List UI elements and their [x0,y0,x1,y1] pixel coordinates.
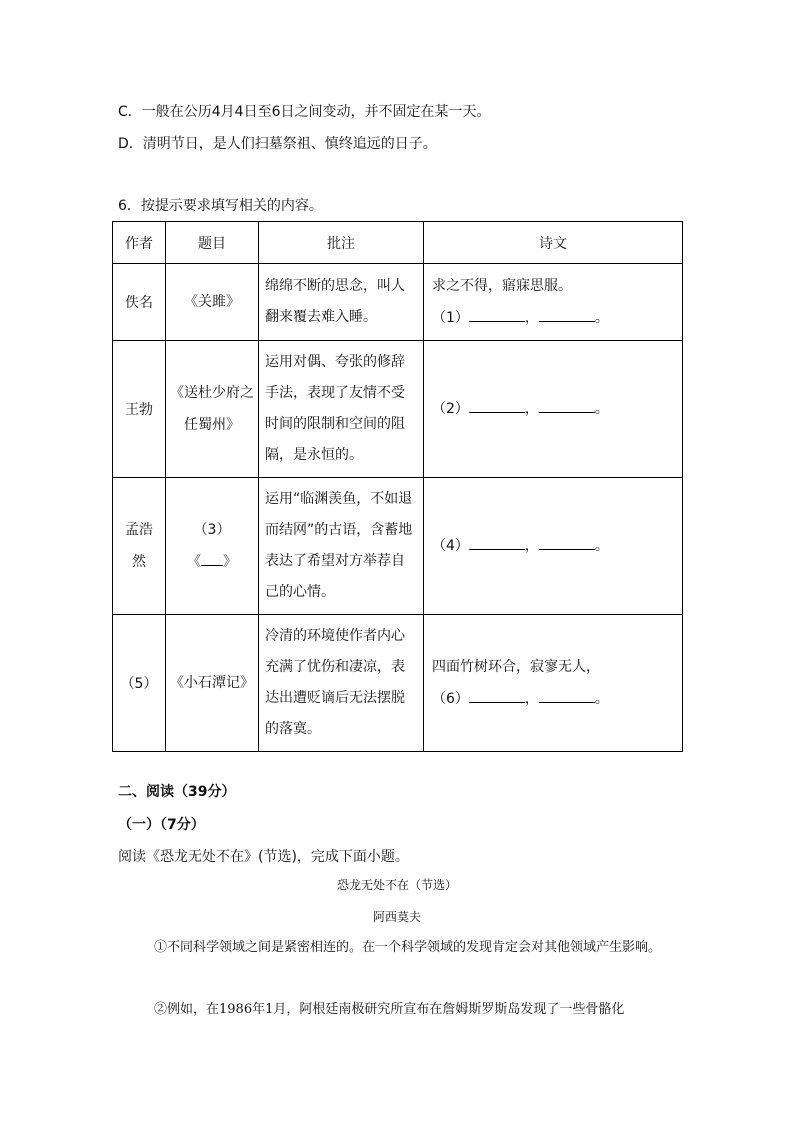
author-cell: （5） [113,615,166,752]
period: 。 [594,401,609,417]
answer-blank[interactable] [469,307,525,322]
reading-instruction: 阅读《恐龙无处不在》(节选)，完成下面小题。 [118,849,409,865]
answer-blank[interactable] [469,535,525,550]
title-number: （3） [193,522,231,538]
article-paragraph: ①不同科学领域之间是紧密相连的。在一个科学领域的发现肯定会对其他领域产生影响。 [154,940,662,955]
title-blank[interactable] [201,551,223,566]
table-header-row [113,222,683,264]
poem-cell [424,264,683,341]
title-blank-line: 《 》 [166,546,258,578]
blank-label: （4） [432,538,469,554]
table-row [113,341,683,478]
author-cell: 佚名 [113,264,166,341]
period: 。 [594,691,609,707]
title-cell [166,478,259,615]
poem-line: 四面竹树环合，寂寥无人， [432,659,600,675]
author-cell: 孟浩然 [113,478,166,615]
answer-blank[interactable] [539,688,595,703]
option-d: D．清明节日，是人们扫墓祭祖、慎终追远的日子。 [118,136,437,152]
note-cell: 绵绵不断的思念，叫人翻来覆去难入睡。 [259,264,424,341]
note-cell: 冷清的环境使作者内心充满了忧伤和凄凉，表达出遭贬谪后无法摆脱的落寞。 [259,615,424,752]
answer-blank[interactable] [469,688,525,703]
question-6-prompt: 6．按提示要求填写相关的内容。 [118,198,323,214]
comma: ， [524,691,539,707]
table-row [113,478,683,615]
header-note: 批注 [259,222,424,264]
poetry-table [112,221,683,752]
period: 。 [594,310,609,326]
section-2-heading: 二、阅读（39分） [118,784,236,800]
poem-cell [424,341,683,478]
article-paragraph: ②例如，在1986年1月，阿根廷南极研究所宣布在詹姆斯罗斯岛发现了一些骨骼化 [154,1002,625,1017]
period: 。 [594,538,609,554]
title-cell: 《送杜少府之任蜀州》 [166,341,259,478]
article-title: 恐龙无处不在（节选） [336,878,457,892]
answer-blank[interactable] [539,307,595,322]
header-poem: 诗文 [424,222,683,264]
poem-cell [424,478,683,615]
subsection-1-heading: （一）（7分） [118,817,205,833]
table-row [113,264,683,341]
poem-cell [424,615,683,752]
answer-line [432,683,674,715]
answer-line [432,302,674,334]
author-cell: 王勃 [113,341,166,478]
header-title: 题目 [166,222,259,264]
title-cell: 《关雎》 [166,264,259,341]
answer-blank[interactable] [539,535,595,550]
article-author: 阿西莫夫 [372,910,421,924]
comma: ， [524,310,539,326]
title-cell: 《小石潭记》 [166,615,259,752]
blank-label: （1） [432,310,469,326]
option-c: C．一般在公历4月4日至6日之间变动，并不固定在某一天。 [118,104,491,120]
comma: ， [524,401,539,417]
blank-label: （6） [432,691,469,707]
note-cell: 运用对偶、夸张的修辞手法，表现了友情不受时间的限制和空间的阻隔，是永恒的。 [259,341,424,478]
answer-blank[interactable] [469,398,525,413]
answer-blank[interactable] [539,398,595,413]
poem-line: 求之不得，寤寐思服。 [432,278,572,294]
table-row [113,615,683,752]
header-author: 作者 [113,222,166,264]
note-cell: 运用“临渊羡鱼，不如退而结网”的古语，含蓄地表达了希望对方举荐自己的心情。 [259,478,424,615]
comma: ， [524,538,539,554]
blank-label: （2） [432,401,469,417]
